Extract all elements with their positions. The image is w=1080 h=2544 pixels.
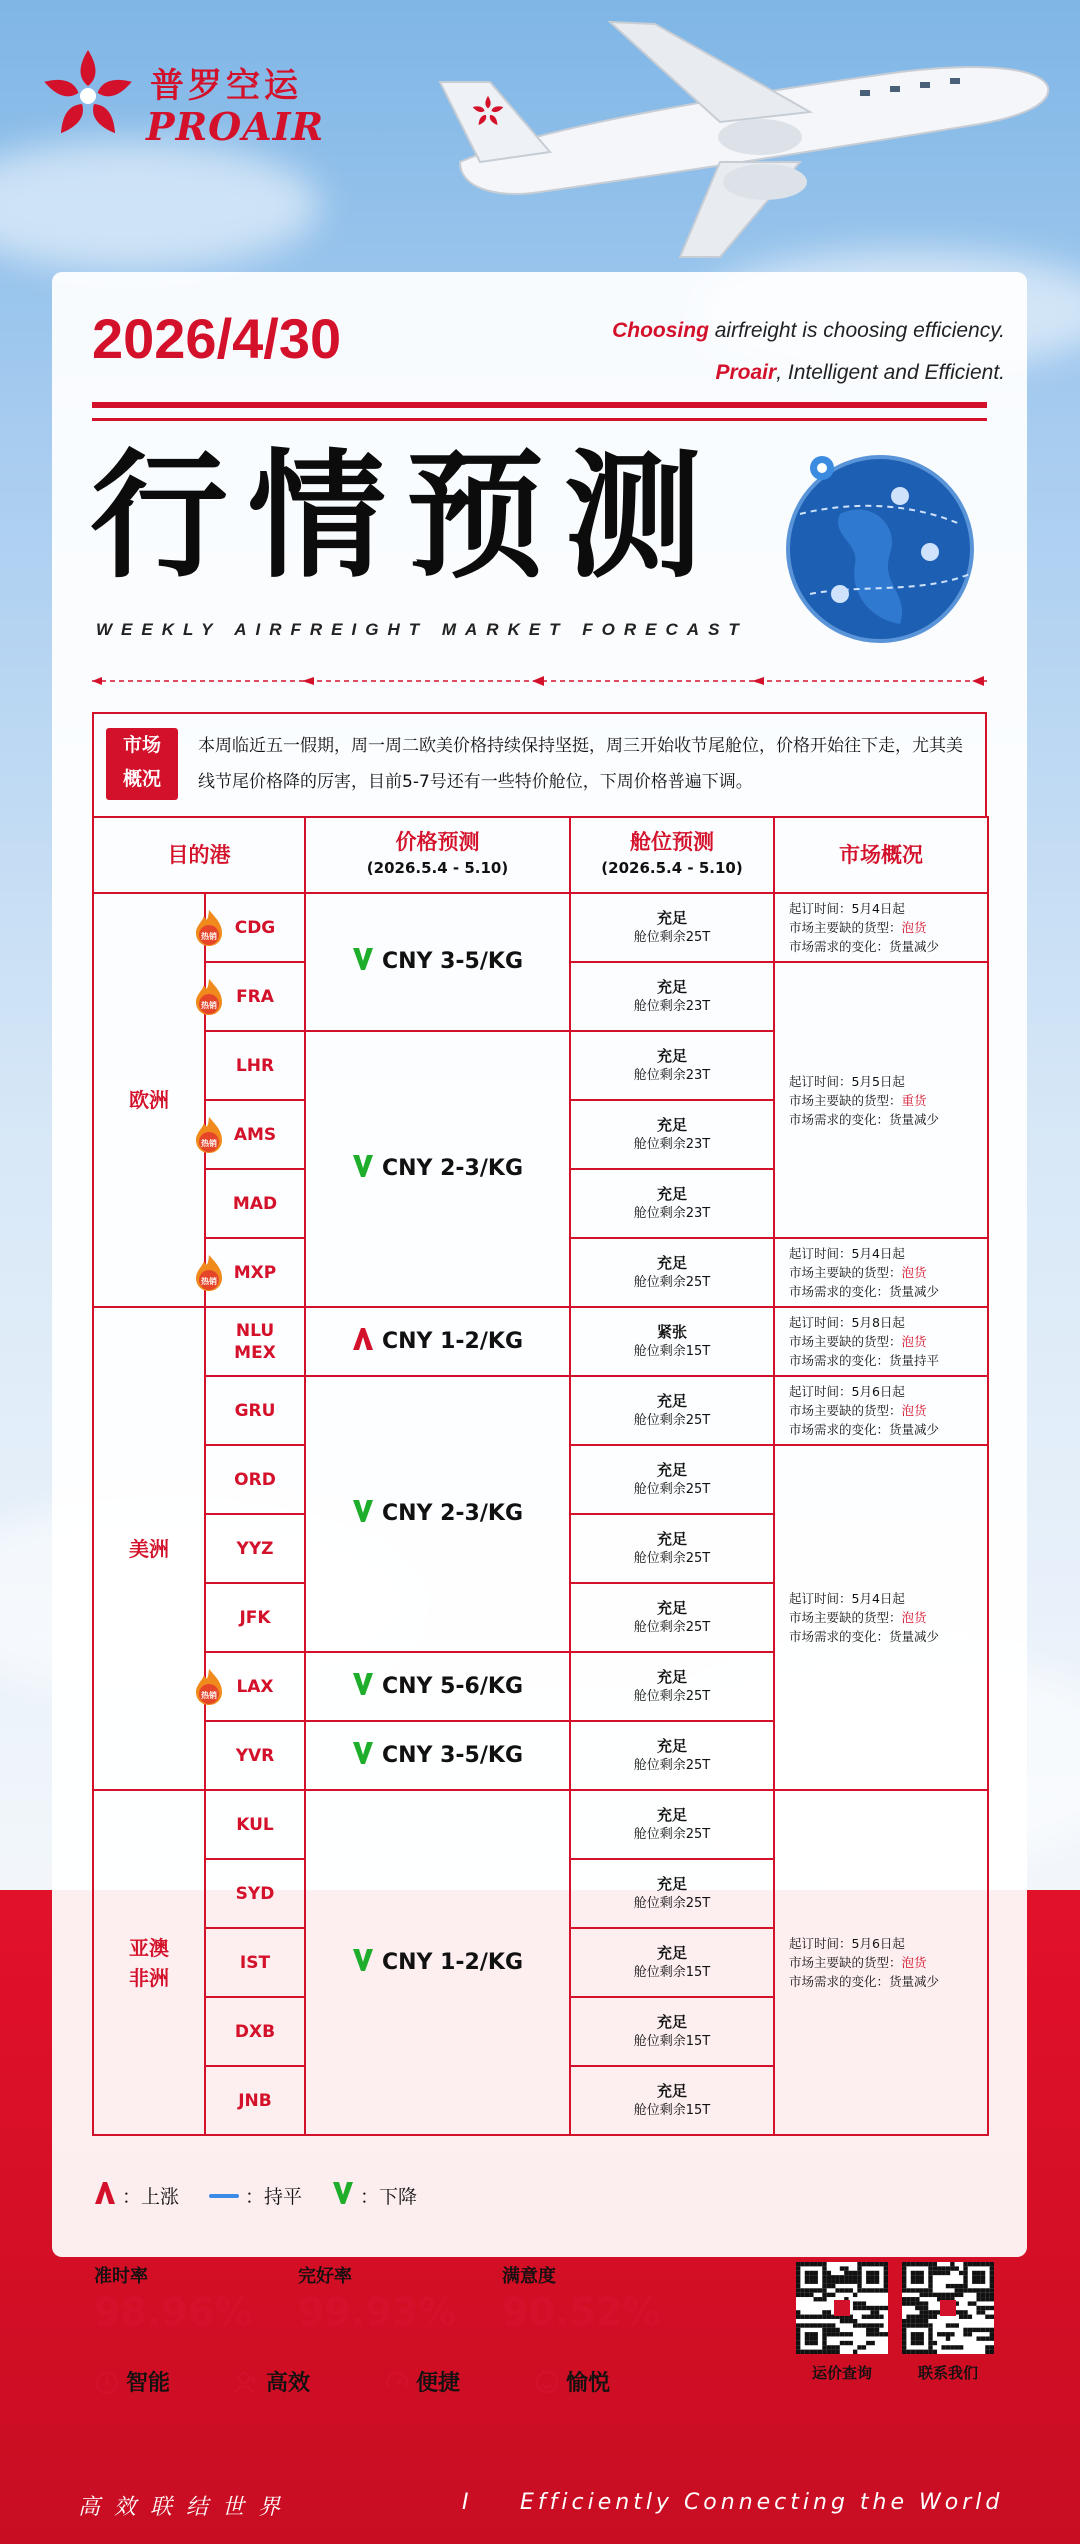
space-cell (570, 1997, 774, 2066)
overview-cargo: 市场主要缺的货型：泡货 (789, 1403, 927, 1418)
footer-slogan-cn: 高效联结世界 (78, 2495, 295, 2520)
stat-value: 99.93% (298, 2290, 457, 2334)
port-cell (205, 1169, 305, 1238)
space-remaining: 舱位剩余25T (633, 1826, 711, 1842)
stat-satisfaction (502, 2262, 702, 2334)
space-cell (570, 1790, 774, 1859)
price-value: CNY 2-3/KG (381, 1501, 524, 1526)
hot-sale-icon (192, 1253, 226, 1293)
table-row (93, 1790, 988, 1859)
down-v-icon (352, 1947, 374, 1979)
brand-logo (38, 46, 338, 156)
overview-cargo: 市场主要缺的货型：重货 (789, 1092, 927, 1108)
region-americas: 美洲 (93, 1307, 205, 1790)
proair-flower-icon (38, 46, 138, 146)
table-row (93, 1376, 988, 1445)
divider (92, 418, 987, 421)
globe-route-icon (780, 444, 980, 644)
overview-time: 起订时间：5月5日起 (789, 1073, 905, 1089)
overview-time: 起订时间：5月4日起 (789, 1246, 905, 1261)
space-remaining: 舱位剩余15T (633, 2102, 711, 2118)
down-v-icon (352, 1740, 374, 1772)
space-cell (570, 962, 774, 1031)
space-cell (570, 1169, 774, 1238)
space-remaining: 舱位剩余25T (633, 1757, 711, 1773)
space-cell (570, 1514, 774, 1583)
qr-label-price-query: 运价查询 (811, 2364, 872, 2382)
overview-cargo: 市场主要缺的货型：泡货 (789, 1610, 927, 1625)
stat-intact (298, 2262, 498, 2334)
space-status: 充足 (656, 908, 687, 927)
overview-time: 起订时间：5月4日起 (789, 901, 905, 916)
port-cell (205, 1997, 305, 2066)
port-code: YYZ (236, 1538, 274, 1559)
space-remaining: 舱位剩余25T (633, 1895, 711, 1911)
port-code: LHR (235, 1055, 275, 1076)
space-status: 充足 (656, 1736, 687, 1755)
space-status: 充足 (656, 1115, 687, 1134)
space-cell (570, 1928, 774, 1997)
feature-smart (94, 2366, 170, 2397)
header-overview: 市场概况 (774, 817, 988, 893)
price-cell (305, 1790, 570, 2135)
port-cell (205, 1859, 305, 1928)
port-code: YVR (235, 1745, 275, 1766)
port-code: JNB (238, 2090, 272, 2111)
legend (94, 2180, 417, 2211)
port-cell (201, 962, 305, 1031)
down-v-icon (332, 2180, 354, 2211)
overview-cell (774, 1790, 988, 2135)
legend-up (94, 2180, 179, 2211)
overview-time: 起订时间：5月4日起 (789, 1591, 905, 1606)
space-status: 充足 (656, 2012, 687, 2031)
space-remaining: 舱位剩余25T (633, 1550, 711, 1566)
feature-label: 便捷 (416, 2371, 461, 2396)
stats-panel (94, 2262, 661, 2422)
qr-code-contact[interactable] (902, 2262, 994, 2354)
port-cell (205, 1031, 305, 1100)
footer-separator: I (462, 2490, 469, 2515)
airplane-illustration (420, 12, 1060, 272)
port-code: MEX (234, 1342, 276, 1363)
space-remaining: 舱位剩余23T (633, 1205, 711, 1221)
header-price-range: (2026.5.4 - 5.10) (366, 859, 509, 877)
space-status: 充足 (656, 1529, 687, 1548)
space-remaining: 舱位剩余15T (633, 1964, 711, 1980)
down-v-icon (352, 1671, 374, 1703)
space-cell (570, 1652, 774, 1721)
feature-pleasant (534, 2366, 610, 2397)
slogan (612, 310, 1005, 394)
page-title: 行情预测 (90, 436, 723, 597)
slogan-text-1: airfreight is choosing efficiency. (708, 319, 1005, 342)
space-remaining: 舱位剩余25T (633, 1274, 711, 1290)
port-cell (205, 1307, 305, 1376)
stat-value: 98.96% (94, 2290, 253, 2334)
summary-tag-line: 概况 (122, 768, 161, 790)
port-code: CDG (234, 917, 276, 938)
space-remaining: 舱位剩余25T (633, 1688, 711, 1704)
overview-demand: 市场需求的变化：货量减少 (789, 1284, 940, 1299)
brand-name-en: PROAIR (146, 104, 325, 149)
legend-flat (209, 2182, 302, 2209)
region-asia-africa (93, 1790, 205, 2135)
region-label: 亚澳 (129, 1935, 169, 1960)
forecast-card (52, 272, 1027, 2257)
down-v-icon (352, 1498, 374, 1530)
port-code: KUL (236, 1814, 274, 1835)
hot-sale-icon (192, 1667, 226, 1707)
svg-text:热销: 热销 (201, 1000, 217, 1010)
feature-label: 智能 (126, 2371, 171, 2396)
port-code: JFK (239, 1607, 271, 1628)
space-status: 紧张 (656, 1322, 687, 1341)
port-code: DXB (234, 2021, 276, 2042)
overview-time: 起订时间：5月6日起 (789, 1384, 905, 1399)
overview-time: 起订时间：5月8日起 (789, 1315, 905, 1330)
qr-code-price-query[interactable] (796, 2262, 888, 2354)
space-cell (570, 1445, 774, 1514)
overview-cell (774, 893, 988, 962)
port-code: ORD (234, 1469, 276, 1490)
port-cell (205, 1928, 305, 1997)
space-status: 充足 (656, 1598, 687, 1617)
table-row (93, 1307, 988, 1376)
header-price (305, 817, 570, 893)
stat-label: 完好率 (298, 2266, 352, 2287)
port-cell (201, 1100, 305, 1169)
port-cell (201, 1238, 305, 1307)
feature-label: 愉悦 (566, 2371, 611, 2396)
down-v-icon (352, 946, 374, 978)
port-cell (201, 1652, 305, 1721)
flat-line-icon (209, 2191, 239, 2201)
summary-tag (106, 728, 178, 800)
table-row (93, 893, 988, 962)
space-cell (570, 1583, 774, 1652)
price-value: CNY 1-2/KG (381, 1328, 524, 1354)
footer-slogan-en: Efficiently Connecting the World (520, 2490, 1004, 2515)
space-status: 充足 (656, 1184, 687, 1203)
summary-text: 本周临近五一假期，周一周二欧美价格持续保持坚挺，周三开始收节尾舱位，价格开始往下走，尤其美线节尾价格降的厉害，目前5-7号还有一些特价舱位，下周价格普遍下调。 (198, 736, 963, 792)
summary-tag-line: 市场 (122, 734, 161, 756)
space-cell (570, 893, 774, 962)
port-code: MAD (232, 1193, 278, 1214)
space-remaining: 舱位剩余25T (633, 1481, 711, 1497)
stat-label: 满意度 (502, 2266, 556, 2287)
port-cell (205, 1790, 305, 1859)
region-label: 非洲 (129, 1965, 169, 1990)
space-status: 充足 (656, 1391, 687, 1410)
price-cell (305, 893, 570, 1031)
space-remaining: 舱位剩余25T (633, 1412, 711, 1428)
overview-demand: 市场需求的变化：货量减少 (789, 1974, 940, 1989)
legend-label: ：上涨 (122, 2186, 180, 2208)
overview-cargo: 市场主要缺的货型：泡货 (789, 1265, 927, 1280)
space-status: 充足 (656, 1046, 687, 1065)
divider (92, 402, 987, 408)
space-status: 充足 (656, 1943, 687, 1962)
overview-cell (774, 1238, 988, 1307)
port-code: GRU (234, 1400, 276, 1421)
route-divider (92, 674, 987, 688)
port-code: IST (239, 1952, 271, 1973)
hot-sale-icon (192, 977, 226, 1017)
overview-cell (774, 1307, 988, 1376)
feature-convenient (384, 2366, 460, 2397)
port-code: AMS (233, 1124, 277, 1145)
up-arrow-icon (94, 2180, 116, 2211)
svg-text:热销: 热销 (201, 1138, 217, 1148)
space-status: 充足 (656, 1667, 687, 1686)
svg-text:热销: 热销 (201, 1690, 217, 1700)
port-cell (205, 1376, 305, 1445)
space-cell (570, 1721, 774, 1790)
port-cell (201, 893, 305, 962)
region-europe: 欧洲 (93, 893, 205, 1307)
legend-down (332, 2180, 417, 2211)
overview-demand: 市场需求的变化：货量减少 (789, 1111, 940, 1127)
space-cell (570, 1238, 774, 1307)
price-value: CNY 5-6/KG (381, 1673, 524, 1699)
port-code: NLU (235, 1320, 275, 1341)
port-cell (205, 2066, 305, 2135)
slogan-highlight-1: Choosing (612, 319, 709, 342)
overview-demand: 市场需求的变化：货量减少 (789, 1422, 940, 1437)
space-cell (570, 1376, 774, 1445)
stat-on-time (94, 2262, 294, 2334)
stat-label: 准时率 (94, 2266, 148, 2287)
space-remaining: 舱位剩余25T (633, 1619, 711, 1635)
price-cell (305, 1031, 570, 1307)
space-cell (570, 1859, 774, 1928)
space-status: 充足 (656, 977, 687, 996)
page-subtitle: WEEKLY AIRFREIGHT MARKET FORECAST (96, 620, 748, 639)
overview-cell (774, 962, 988, 1238)
price-cell (305, 1307, 570, 1376)
header-space (570, 817, 774, 893)
timer-icon (94, 2369, 120, 2395)
space-status: 充足 (656, 1253, 687, 1272)
space-cell (570, 1031, 774, 1100)
svg-text:热销: 热销 (201, 1276, 217, 1286)
port-cell (205, 1445, 305, 1514)
speed-icon (384, 2369, 410, 2395)
up-arrow-icon (352, 1326, 374, 1358)
space-remaining: 舱位剩余15T (633, 2033, 711, 2049)
down-v-icon (352, 1153, 374, 1185)
legend-label: ：持平 (245, 2186, 303, 2208)
brand-name-cn: 普罗空运 (150, 66, 302, 106)
port-code: FRA (236, 986, 274, 1007)
space-cell (570, 2066, 774, 2135)
slogan-highlight-2: Proair (715, 361, 777, 384)
space-status: 充足 (656, 1460, 687, 1479)
overview-cell (774, 1445, 988, 1790)
smile-icon (534, 2369, 560, 2395)
header-space-range: (2026.5.4 - 5.10) (601, 859, 743, 877)
table-header-row (93, 817, 988, 893)
space-remaining: 舱位剩余23T (633, 998, 711, 1014)
header-port: 目的港 (93, 817, 305, 893)
feature-label: 高效 (266, 2371, 311, 2396)
price-value: CNY 2-3/KG (381, 1156, 524, 1181)
price-value: CNY 3-5/KG (381, 1742, 524, 1768)
space-cell (570, 1100, 774, 1169)
price-value: CNY 1-2/KG (381, 1949, 524, 1975)
space-remaining: 舱位剩余25T (633, 929, 711, 945)
price-value: CNY 3-5/KG (381, 949, 524, 974)
port-code: MXP (233, 1262, 277, 1283)
port-code: LAX (236, 1676, 274, 1697)
overview-demand: 市场需求的变化：货量持平 (789, 1353, 940, 1368)
space-remaining: 舱位剩余23T (633, 1067, 711, 1083)
overview-time: 起订时间：5月6日起 (789, 1936, 905, 1951)
space-status: 充足 (656, 1874, 687, 1893)
slogan-text-2: , Intelligent and Efficient. (776, 361, 1005, 384)
svg-text:热销: 热销 (201, 931, 217, 941)
overview-cargo: 市场主要缺的货型：泡货 (789, 1955, 927, 1970)
port-cell (205, 1514, 305, 1583)
overview-cargo: 市场主要缺的货型：泡货 (789, 920, 927, 935)
header-price-label: 价格预测 (395, 830, 480, 854)
space-remaining: 舱位剩余23T (633, 1136, 711, 1152)
space-remaining: 舱位剩余15T (633, 1343, 711, 1359)
hot-sale-icon (192, 1115, 226, 1155)
space-cell (570, 1307, 774, 1376)
overview-demand: 市场需求的变化：货量减少 (789, 1629, 940, 1644)
overview-cell (774, 1376, 988, 1445)
footer-banner (0, 2490, 1080, 2530)
legend-label: ：下降 (360, 2186, 418, 2208)
hot-sale-icon (192, 908, 226, 948)
market-summary (92, 712, 987, 818)
report-date: 2026/4/30 (92, 307, 342, 370)
forecast-table (92, 816, 989, 2136)
header-space-label: 舱位预测 (630, 830, 714, 854)
qr-label-contact: 联系我们 (917, 2364, 978, 2382)
price-cell (305, 1376, 570, 1652)
space-status: 充足 (656, 1805, 687, 1824)
price-cell (305, 1652, 570, 1721)
feature-efficient (234, 2366, 310, 2397)
overview-demand: 市场需求的变化：货量减少 (789, 939, 940, 954)
port-cell (205, 1721, 305, 1790)
people-icon (234, 2369, 260, 2395)
price-cell (305, 1721, 570, 1790)
port-code: SYD (235, 1883, 275, 1904)
stat-value: 90.52% (502, 2290, 661, 2334)
space-status: 充足 (656, 2081, 687, 2100)
overview-cargo: 市场主要缺的货型：泡货 (789, 1334, 927, 1349)
port-cell (205, 1583, 305, 1652)
